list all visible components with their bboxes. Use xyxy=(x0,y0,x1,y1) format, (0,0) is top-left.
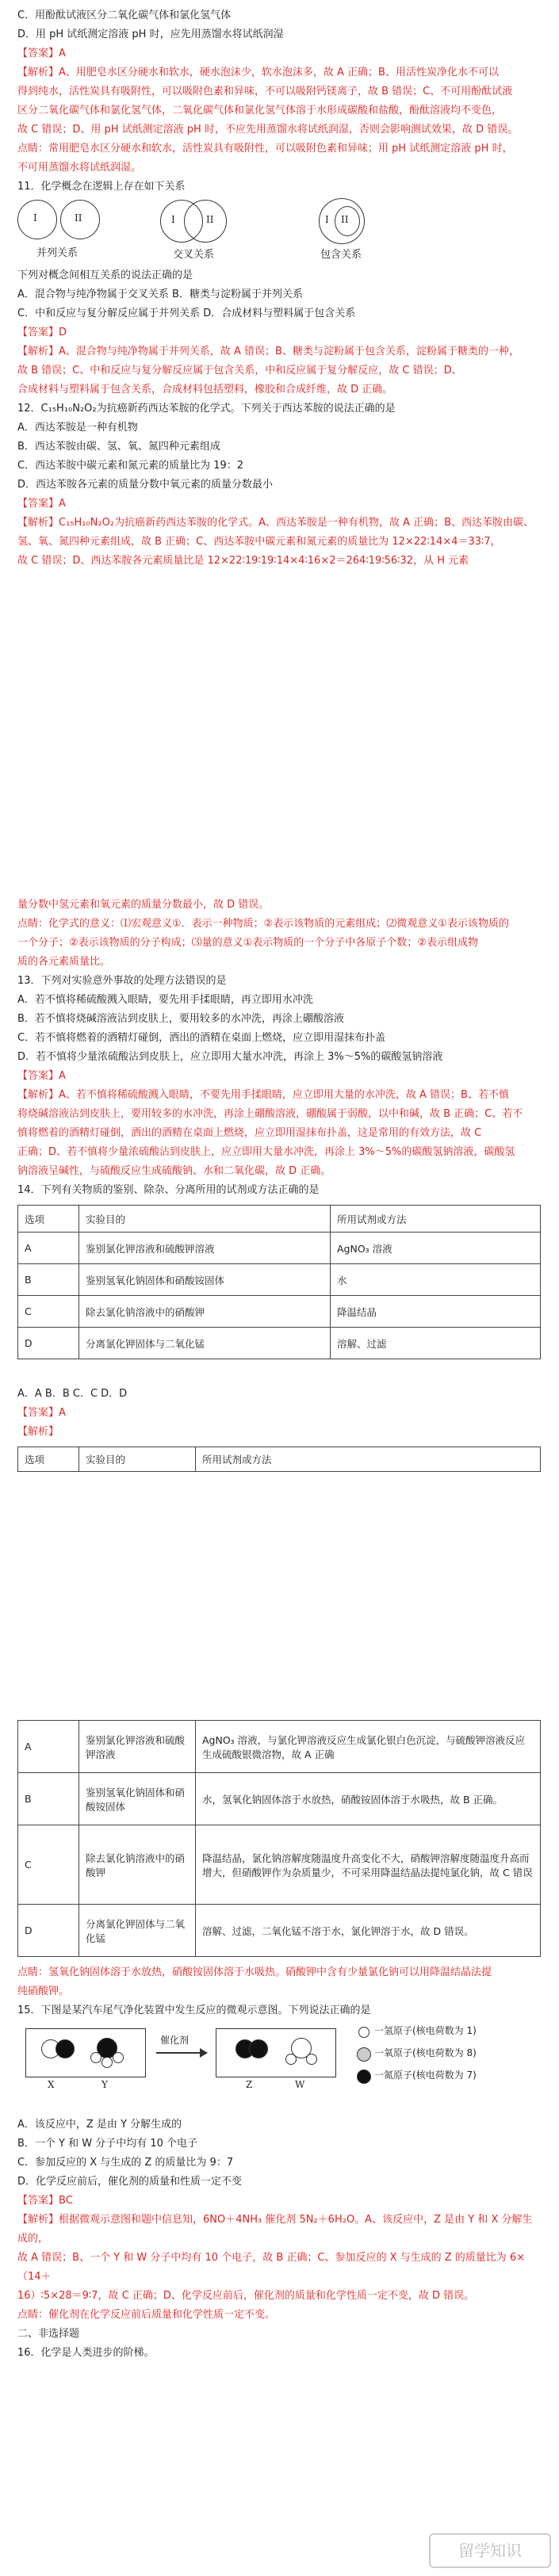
table-header-cell: 实验目的 xyxy=(79,1206,331,1233)
venn-diagram xyxy=(17,197,542,266)
answer-label: 【答案】A xyxy=(17,1407,66,1419)
molecule-label-w: W xyxy=(295,2079,305,2090)
option-line: C．参加反应的 X 与生成的 Z 的质量比为 9：7 xyxy=(17,2157,234,2169)
table-cell: B xyxy=(18,1773,79,1825)
table-cell: D xyxy=(18,1905,79,1957)
option-line: A．A B．B C．C D．D xyxy=(17,1388,128,1400)
product-box xyxy=(216,2028,336,2077)
table-row xyxy=(18,1264,541,1296)
analysis-line: 故 C 错误；D、用 pH 试纸测定溶液 pH 时，不应先用蒸馏水将试纸润湿，否则会影响测试效果，故 D 错误。 xyxy=(17,124,519,136)
option-line: B．一个 Y 和 W 分子中均有 10 个电子 xyxy=(17,2138,198,2150)
analysis-line: 点睛：催化剂在化学反应前后质量和化学性质一定不变。 xyxy=(17,2309,276,2321)
table-cell: 降温结晶 xyxy=(331,1296,541,1328)
analysis-line: 不可用蒸馏水将试纸润湿。 xyxy=(17,162,142,174)
table-row xyxy=(18,1773,541,1825)
question-12: 12．C₁₅H₁₀N₂O₂为抗癌新药西达苯胺的化学式。下列关于西达苯胺的说法正确的是 xyxy=(17,403,396,415)
tip-line: 点睛：氢氧化钠固体溶于水放热，硝酸铵固体溶于水吸热。硝酸钾中含有少量氯化钠可以用降温结晶法提 xyxy=(17,1966,492,1978)
table-cell: A xyxy=(18,1233,79,1264)
option-line: A．若不慎将稀硫酸溅入眼睛，要先用手揉眼睛，再立即用水冲洗 xyxy=(17,994,313,1006)
table-cell: C xyxy=(18,1825,79,1905)
table-cell: C xyxy=(18,1296,79,1328)
venn-caption: 并列关系 xyxy=(36,247,78,259)
analysis-line: 钠溶液呈碱性，与硫酸反应生成硫酸钠、水和二氧化碳，故 D 正确。 xyxy=(17,1165,331,1177)
analysis-line: 16）∶5×28＝9∶7，故 C 正确；D、化学反应前后，催化剂的质量和化学性质一定不变，故 D 错误。 xyxy=(17,2290,475,2302)
legend-oxygen: 一氧原子(核电荷数为 8) xyxy=(374,2047,477,2058)
venn-circle xyxy=(17,200,57,239)
arrow-head xyxy=(200,2048,208,2058)
analysis-line: 故 C 错误；D、西达苯胺各元素质量比是 12×22∶19∶19∶14×4∶16×2＝264∶19∶56∶32，从 H 元素 xyxy=(17,555,469,567)
table-header-cell: 选项 xyxy=(18,1447,79,1472)
answer-label: 【答案】D xyxy=(17,327,67,338)
nitrogen-atom xyxy=(56,2039,75,2058)
hydrogen-atom xyxy=(101,2057,113,2068)
answer-label: 【答案】A xyxy=(17,1070,66,1082)
table-cell: 水，氢氧化钠固体溶于水放热，硝酸铵固体溶于水吸热，故 B 正确。 xyxy=(196,1773,541,1825)
question-16: 16．化学是人类进步的阶梯。 xyxy=(17,2347,155,2359)
table-cell: 除去氯化钠溶液中的硝酸钾 xyxy=(79,1825,196,1905)
table-row xyxy=(18,1296,541,1328)
page-section-3 xyxy=(0,1696,559,2576)
q14-analysis-table xyxy=(17,1720,541,1957)
reaction-diagram xyxy=(17,2020,542,2115)
legend-nitrogen: 一氮原子(核电荷数为 7) xyxy=(374,2070,477,2081)
analysis-line: 【解析】根据微观示意图和题中信息知，6NO＋4NH₃ 催化剂 5N₂＋6H₂O。A、该反应中，Z 是由 Y 和 X 分解生成的， xyxy=(17,2214,533,2245)
tip-line: 纯硝酸钾。 xyxy=(17,1986,70,1997)
question-14: 14．下列有关物质的鉴别、除杂、分离所用的试剂或方法正确的是 xyxy=(17,1184,320,1196)
nitrogen-legend-icon xyxy=(357,2070,371,2084)
option-line: D．化学反应前后，催化剂的质量和性质一定不变 xyxy=(17,2176,243,2188)
oxygen-legend-icon xyxy=(357,2047,371,2062)
option-line: B．西达苯胺由碳、氢、氧、氮四种元素组成 xyxy=(17,441,220,453)
molecule-label-y: Y xyxy=(101,2079,108,2090)
analysis-line: 【解析】A、混合物与纯净物属于并列关系，故 A 错误；B、糖类与淀粉属于包含关系，淀粉属于糖类的一种， xyxy=(17,346,519,357)
venn-circle xyxy=(184,200,227,243)
analysis-line: 质的各元素质量比。 xyxy=(17,956,111,968)
catalyst-label: 催化剂 xyxy=(160,2035,190,2046)
table-header-cell: 所用试剂或方法 xyxy=(331,1206,541,1233)
text-line: C．用酚酞试液区分二氧化碳气体和氯化氢气体 xyxy=(17,10,232,21)
option-line: B．若不慎将烧碱溶液沾到皮肤上，要用较多的水冲洗，再涂上硼酸溶液 xyxy=(17,1013,344,1025)
section-heading: 二、非选择题 xyxy=(17,2328,80,2340)
table-header-cell: 选项 xyxy=(18,1206,79,1233)
page-section-2 xyxy=(0,896,559,1585)
analysis-line: 正确；D、若不慎将少量浓硫酸沾到皮肤上，应立即用大量水冲洗，再涂上 3%～5%的碳酸氢钠溶液，碳酸氢 xyxy=(17,1146,515,1158)
venn-label-i: I xyxy=(325,214,329,225)
table-row xyxy=(18,1905,541,1957)
question-13: 13．下列对实验意外事故的处理方法错误的是 xyxy=(17,975,227,987)
page-section-1 xyxy=(0,0,559,777)
option-line: A．混合物与纯净物属于交叉关系 B．糖类与淀粉属于并列关系 xyxy=(17,289,303,300)
table-cell: 水 xyxy=(331,1264,541,1296)
table-cell: B xyxy=(18,1264,79,1296)
table-cell: AgNO₃ 溶液 xyxy=(331,1233,541,1264)
analysis-line: 点睛：常用肥皂水区分硬水和软水，活性炭具有吸附性，可以吸附色素和异味；用 pH 试纸测定溶液 pH 时， xyxy=(17,143,513,155)
venn-label-ii: II xyxy=(75,212,82,224)
option-line: C．西达苯胺中碳元素和氮元素的质量比为 19：2 xyxy=(17,460,244,472)
hydrogen-atom xyxy=(306,2054,317,2065)
option-line: D．若不慎将少量浓硫酸沾到皮肤上，应立即用大量水冲洗，再涂上 3%～5%的碳酸氢钠溶液 xyxy=(17,1051,443,1063)
venn-label-i: I xyxy=(33,212,37,224)
table-cell: 溶解、过滤，二氧化锰不溶于水，氯化钾溶于水，故 D 错误。 xyxy=(196,1905,541,1957)
analysis-line: 氢、氧、氮四种元素组成，故 B 正确；C、西达苯胺中碳元素和氮元素的质量比为 12×22∶14×4＝33∶7， xyxy=(17,536,501,548)
venn-label-i: I xyxy=(171,214,175,225)
q14-table xyxy=(17,1205,541,1359)
text-line: D．用 pH 试纸测定溶液 pH 时，应先用蒸馏水将试纸润湿 xyxy=(17,29,284,40)
table-cell: D xyxy=(18,1328,79,1359)
table-row xyxy=(18,1233,541,1264)
hydrogen-atom xyxy=(90,2052,101,2063)
analysis-line: 【解析】A、若不慎将稀硫酸溅入眼睛，不要先用手揉眼睛，应立即用大量的水冲洗，故 A 错误；B、若不慎 xyxy=(17,1089,509,1101)
analysis-line: 一个分子；②表示该物质的分子构成；⑶量的意义①表示物质的一个分子中各原子个数；②表示组成物 xyxy=(17,937,478,949)
venn-label-ii: II xyxy=(206,214,214,225)
analysis-line: 将烧碱溶液沾到皮肤上，要用较多的水冲洗，再涂上硼酸溶液，硼酸属于弱酸，以中和碱，故 B 正确；C、若不 xyxy=(17,1108,523,1120)
analysis-line: 故 B 错误；C、中和反应与复分解反应属于包含关系，中和反应属于复分解反应，故 C 错误；D、 xyxy=(17,365,462,376)
analysis-line: 合成材料与塑料属于包含关系，合成材料包括塑料，橡胶和合成纤维，故 D 正确。 xyxy=(17,384,393,396)
molecule-label-x: X xyxy=(48,2079,55,2090)
venn-caption: 交叉关系 xyxy=(173,249,215,261)
analysis-label: 【解析】 xyxy=(17,1426,59,1438)
hydrogen-atom xyxy=(285,2054,297,2065)
table-cell: 溶解、过滤 xyxy=(331,1328,541,1359)
option-line: A．该反应中，Z 是由 Y 分解生成的 xyxy=(17,2119,182,2131)
table-header-cell: 所用试剂或方法 xyxy=(196,1447,541,1472)
table-header-cell: 实验目的 xyxy=(79,1447,196,1472)
analysis-line: 【解析】C₁₅H₁₀N₂O₂为抗癌新药西达苯胺的化学式。A、西达苯胺是一种有机物，故 A 正确；B、西达苯胺由碳、 xyxy=(17,517,534,529)
analysis-line: 点睛：化学式的意义：⑴宏观意义①．表示一种物质；②表示该物质的元素组成；⑵微观意义①表示该物质的 xyxy=(17,918,509,930)
analysis-line: 得到纯水，活性炭具有吸附性，可以吸附色素和异味，不可以吸附钙镁离子，故 B 错误；C、不可用酚酞试液 xyxy=(17,86,513,97)
option-line: A．西达苯胺是一种有机物 xyxy=(17,422,138,434)
venn-caption: 包含关系 xyxy=(320,249,362,261)
table-row xyxy=(18,1825,541,1905)
hydrogen-atom xyxy=(113,2052,124,2063)
table-row xyxy=(18,1721,541,1773)
table-cell: AgNO₃ 溶液，与氯化钾溶液反应生成氯化银白色沉淀，与硫酸钾溶液反应生成硫酸银微溶物，故 A 正确 xyxy=(196,1721,541,1773)
table-cell: 鉴别氢氧化钠固体和硝酸铵固体 xyxy=(79,1773,196,1825)
option-line: C．若不慎将燃着的酒精灯碰倒，洒出的酒精在桌面上燃烧，应立即用湿抹布扑盖 xyxy=(17,1032,386,1044)
q14-analysis-table-header xyxy=(17,1447,541,1472)
answer-label: 【答案】BC xyxy=(17,2195,73,2207)
analysis-line: 慎将燃着的酒精灯碰倒，洒出的酒精在桌面上燃烧，应立即用湿抹布扑盖，这是常用的有效方法，故 C xyxy=(17,1127,482,1139)
analysis-line: 【解析】A、用肥皂水区分硬水和软水，硬水泡沫少，软水泡沫多，故 A 正确；B、用活性炭净化水不可以 xyxy=(17,67,499,78)
table-cell: 分离氯化钾固体与二氧化锰 xyxy=(79,1905,196,1957)
question-15: 15．下图是某汽车尾气净化装置中发生反应的微观示意图。下列说法正确的是 xyxy=(17,2005,371,2016)
table-cell: A xyxy=(18,1721,79,1773)
reaction-arrow xyxy=(156,2052,204,2054)
table-cell: 鉴别氢氧化钠固体和硝酸铵固体 xyxy=(79,1264,331,1296)
table-row xyxy=(18,1328,541,1359)
table-cell: 鉴别氯化钾溶液和硫酸钾溶液 xyxy=(79,1233,331,1264)
option-line: C．中和反应与复分解反应属于并列关系 D．合成材料与塑料属于包含关系 xyxy=(17,308,356,319)
table-cell: 鉴别氯化钾溶液和硫酸钾溶液 xyxy=(79,1721,196,1773)
analysis-line: 故 A 错误；B、一个 Y 和 W 分子中均有 10 个电子，故 B 正确；C、参加反应的 X 与生成的 Z 的质量比为 6×（14＋ xyxy=(17,2252,526,2283)
legend-hydrogen: 一氢原子(核电荷数为 1) xyxy=(374,2025,477,2036)
table-header-row xyxy=(18,1447,541,1472)
question-11: 11．化学概念在逻辑上存在如下关系 xyxy=(17,181,186,193)
table-cell: 除去氯化钠溶液中的硝酸钾 xyxy=(79,1296,331,1328)
nitrogen-atom xyxy=(249,2039,268,2058)
question-stem: 下列对概念间相互关系的说法正确的是 xyxy=(17,269,193,281)
molecule-label-z: Z xyxy=(246,2079,253,2090)
venn-label-ii: II xyxy=(341,214,349,225)
hydrogen-legend-icon xyxy=(358,2027,369,2038)
table-cell: 分离氯化钾固体与二氧化锰 xyxy=(79,1328,331,1359)
table-header-row xyxy=(18,1206,541,1233)
watermark-logo: 留学知识 xyxy=(429,2533,551,2568)
analysis-line: 区分二氧化碳气体和氯化氢气体，二氧化碳气体和氯化氢气体溶于水形成碳酸和盐酸，酚酞溶液均不变色， xyxy=(17,105,503,117)
answer-label: 【答案】A xyxy=(17,498,66,510)
answer-label: 【答案】A xyxy=(17,48,66,59)
analysis-line: 量分数中氢元素和氧元素的质量分数最小，故 D 错误。 xyxy=(17,899,270,911)
option-line: D．西达苯胺各元素的质量分数中氧元素的质量分数最小 xyxy=(17,479,274,491)
table-cell: 降温结晶，氯化钠溶解度随温度升高变化不大，硝酸钾溶解度随温度升高而增大，但硝酸钾作为杂质量少，不可采用降温结晶法提纯氯化钠，故 C 错误 xyxy=(196,1825,541,1905)
